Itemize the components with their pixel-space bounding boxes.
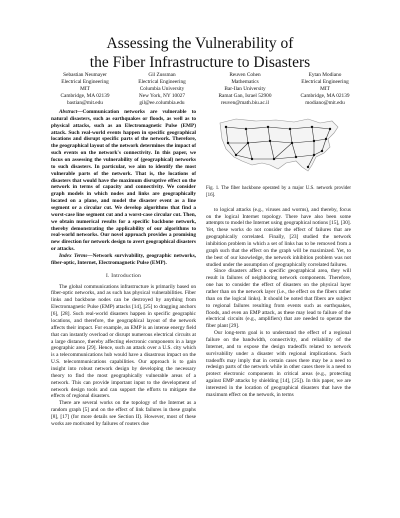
author-block (115, 72, 209, 107)
author-email: reuven@math.biu.ac.il (220, 99, 270, 106)
section-heading: I. Introduction (105, 272, 142, 279)
author-inst: Bar-Ilan University (224, 85, 266, 92)
author-address: New York, NY 10027 (138, 92, 186, 99)
author-address: Cambridge, MA 02139 (60, 92, 110, 99)
author-dept: Mathematics (231, 78, 259, 85)
author-address: Ramat Gan, Israel 52900 (218, 92, 272, 99)
author-dept: Electrical Engineering (138, 78, 186, 85)
right-column (206, 109, 351, 399)
index-terms-label: Index Terms (59, 253, 88, 260)
left-column (51, 109, 196, 428)
fiber-backbone-map-image (216, 113, 344, 177)
author-inst: MIT (80, 85, 90, 92)
body-paragraph: There are several works on the topology of the Internet as a random graph [5] and on the effect of link failures in these graphs [8], [17] (for more details see Section II). However, most of these works are motivated by failures of routers due (51, 400, 196, 427)
author-name: Eytan Modiano (308, 72, 342, 78)
body-paragraph: The global communications infrastructure is primarily based on fiber-optic networks, and as such has physical vulnerabilities. Fiber links and backbone nodes can be destroyed by anything from Electromagnetic Pulse (EMP) attacks [14], [25] to dragging anchors [6], [28]. Such real-world disasters happen in specific geographic locations, and therefore, the geographical layout of the network affects their impact. For example, an EMP is an intense energy field that can instantly overload or disrupt numerous electrical circuits at a large distance, thereby affecting electronic components in a large geographic area [29]. Hence, such an attack over a U.S. city which is a telecommunications hub would have a disastrous impact on the U.S. telecommunications capabilities. Our approach is to gain insight into robust network design by developing the necessary theory to find the most geographically vulnerable areas of a network. This can provide important input to the development of network design tools and can support the efforts to mitigate the effects of regional disasters. (51, 283, 196, 400)
author-block (278, 72, 372, 107)
abstract (51, 109, 196, 253)
title-line-2: the Fiber Infrastructure to Disasters (89, 54, 311, 71)
author-email: gil@ee.columbia.edu (139, 99, 185, 106)
abstract-label: Abstract (59, 109, 78, 115)
figure-1 (206, 109, 351, 182)
body-paragraph: Since disasters affect a specific geographical area, they will result in failures of neighboring network components. Therefore, one has to consider the effect of disasters on the physical layer rather than on the network layer (i.e., the effect on the fibers rather than on the logical links). It should be noted that fibers are subject to regional failures resulting from events such as earthquakes, floods, and even an EMP attack, as these may lead to failure of the electrical circuits (e.g., amplifiers) that are needed to operate the fiber plant [29]. (206, 268, 351, 330)
body-paragraph: to logical attacks (e.g., viruses and worms), and thereby, focus on the logical Internet topology. There have also been some attempts to model the Internet using geographical notions [15], [30]. Yet, these works do not consider the effect of failures that are geographically correlated. Finally, [23] studied the network inhibition problem in which a set of links has to be removed from a graph such that the effect on the graph will be maximized. Yet, to the best of our knowledge, the network inhibition problem was not studied under the assumption of geographically correlated failures. (206, 206, 351, 268)
abstract-text: —Communication networks are vulnerable to natural disasters, such as earthquakes or floods, as well as to physical attacks, such as an Electromagnetic Pulse (EMP) attack. Such real-world events happen in specific geographical locations and disrupt specific parts of the network. Therefore, the geographical layout of the network determines the impact of such events on the network's connectivity. In this paper, we focus on assessing the vulnerability of (geographical) networks to such disasters. In particular, we aim to identify the most vulnerable parts of the network. That is, the locations of disasters that would have the maximum disruptive effect on the network in terms of capacity and connectivity. We consider graph models in which nodes and links are geographically located on a plane, and model the disaster event as a line segment or a circular cut. We develop algorithms that find a worst-case line segment cut and a worst-case circular cut. Then, we obtain numerical results for a specific backbone network, thereby demonstrating the applicability of our algorithms to real-world networks. Our novel approach provides a promising new direction for network design to avert geographical disasters or attacks. (51, 109, 196, 253)
author-address: Cambridge, MA 02139 (300, 92, 350, 99)
author-dept: Electrical Engineering (61, 78, 109, 85)
author-inst: MIT (320, 85, 330, 92)
title-line-1: Assessing the Vulnerability of (106, 35, 294, 52)
index-terms (51, 253, 196, 267)
author-dept: Electrical Engineering (301, 78, 349, 85)
author-name: Reuven Cohen (229, 72, 261, 78)
author-inst: Columbia University (139, 85, 185, 92)
author-name: Sebastian Neumayer (63, 72, 107, 78)
body-paragraph: Our long-term goal is to understand the effect of a regional failure on the bandwidth, connectivity, and reliability of the Internet, and to expose the design tradeoffs related to network survivability under a disaster with regional implications. Such tradeoffs may imply that in certain cases there may be a need to redesign parts of the network while in other cases there is a need to protect electronic components in critical areas (e.g., protecting against EMP attacks by shielding [14], [25]). In this paper, we are interested in the location of geographical disasters that have the maximum effect on the network, in terms (206, 330, 351, 398)
index-terms-text: —Network survivability, geographic networks, fiber-optic, Internet, Electromagnetic Pulse (EMP). (51, 253, 196, 266)
figure-caption: Fig. 1. The fiber backbone operated by a major U.S. network provider [16]. (206, 186, 351, 198)
author-name: Gil Zussman (148, 72, 176, 78)
author-email: bastian@mit.edu (67, 99, 103, 106)
author-email: modiano@mit.edu (305, 99, 345, 106)
paper-title (0, 34, 400, 72)
